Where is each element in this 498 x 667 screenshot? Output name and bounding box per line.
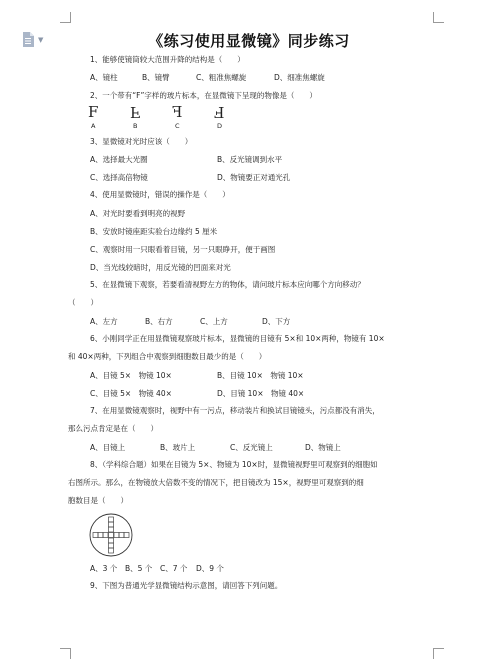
- q8-option-c: C、7 个: [160, 564, 188, 573]
- page-corner-mark: [433, 12, 444, 23]
- question-1-stem: 1、能够使镜筒较大范围升降的结构是（ ）: [90, 55, 245, 64]
- q1-option-b: B、镜臂: [142, 73, 170, 82]
- dropdown-caret-icon[interactable]: ▼: [38, 36, 44, 44]
- q1-option-a: A、镜柱: [90, 73, 118, 82]
- q2-glyph-d: F: [214, 103, 225, 121]
- q7-option-a: A、目镜上: [90, 443, 126, 452]
- q3-option-a: A、选择最大光圈: [90, 155, 148, 164]
- q5-option-a: A、左方: [90, 317, 118, 326]
- question-9-stem: 9、下图为普通光学显微镜结构示意图，请回答下列问题。: [90, 581, 283, 590]
- q2-glyph-a: F: [88, 103, 99, 121]
- question-7-stem: 7、在用显微镜观察时，视野中有一污点，移动装片和换试目镜镜头，污点都没有消失，: [90, 406, 380, 415]
- question-6-stem: 6、小刚同学正在用显微镜观察玻片标本，显微镜的目镜有 5×和 10×两种，物镜有 10×: [90, 334, 385, 343]
- q2-label-d: D: [217, 122, 223, 130]
- q8-option-b: B、5 个: [125, 564, 153, 573]
- q3-option-d: D、物镜要正对通光孔: [217, 173, 291, 182]
- q4-option-d: D、当光线较暗时，用反光镜的凹面来对光: [90, 263, 231, 272]
- q2-glyph-b: F: [130, 103, 141, 121]
- question-5-stem-cont: （ ）: [68, 298, 98, 307]
- question-7-stem-cont: 那么污点肯定是在（ ）: [68, 424, 158, 433]
- q2-label-c: C: [175, 122, 180, 130]
- q8-option-a: A、3 个: [90, 564, 118, 573]
- q7-option-b: B、玻片上: [160, 443, 196, 452]
- q1-option-d: D、细准焦螺旋: [274, 73, 325, 82]
- page-corner-mark: [60, 12, 71, 23]
- page-corner-mark: [60, 648, 71, 659]
- q3-option-b: B、反光镜调到水平: [217, 155, 283, 164]
- question-5-stem: 5、在显微镜下观察，若要看清视野左方的物体，请问玻片标本应向哪个方向移动？: [90, 280, 365, 289]
- q3-option-c: C、选择高倍物镜: [90, 173, 148, 182]
- q5-option-d: D、下方: [262, 317, 291, 326]
- q4-option-c: C、观察时用一只眼看着目镜，另一只眼睁开，便于画图: [90, 245, 276, 254]
- question-8-stem-cont: 右图所示。那么，在物镜放大倍数不变的情况下，把目镜改为 15×，视野里可观察到的细: [68, 478, 364, 487]
- q7-option-d: D、物镜上: [305, 443, 341, 452]
- q5-option-c: C、上方: [200, 317, 228, 326]
- page-corner-mark: [433, 648, 444, 659]
- q2-glyph-c: F: [172, 103, 183, 121]
- question-4-stem: 4、使用显微镜时，错误的操作是（ ）: [90, 190, 230, 199]
- q8-option-d: D、9 个: [196, 564, 224, 573]
- question-8-stem: 8、（学科综合题）如果在目镜为 5×、物镜为 10×时，显微镜视野里可观察到的细胞如: [90, 460, 378, 469]
- cell-field-of-view-figure: [88, 512, 134, 558]
- q1-option-c: C、粗准焦螺旋: [196, 73, 247, 82]
- q6-option-c: C、目镜 5× 物镜 40×: [90, 389, 172, 398]
- q5-option-b: B、右方: [145, 317, 173, 326]
- question-8-stem-cont-2: 胞数目是（ ）: [68, 496, 128, 505]
- question-2-stem: 2、一个带有“F”字样的玻片标本，在显微镜下呈现的物像是（ ）: [90, 91, 317, 100]
- q4-option-a: A、对光时要看到明亮的视野: [90, 209, 186, 218]
- q2-label-a: A: [91, 122, 96, 130]
- question-3-stem: 3、显微镜对光时应该（ ）: [90, 137, 193, 146]
- q6-option-a: A、目镜 5× 物镜 10×: [90, 371, 172, 380]
- q2-label-b: B: [133, 122, 138, 130]
- q6-option-d: D、目镜 10× 物镜 40×: [217, 389, 305, 398]
- q7-option-c: C、反光镜上: [230, 443, 273, 452]
- q4-option-b: B、安放时镜座距实验台边缘约 5 厘米: [90, 227, 218, 236]
- question-6-stem-cont: 和 40×两种，下列组合中观察到细胞数目最少的是（ ）: [68, 352, 267, 361]
- q6-option-b: B、目镜 10× 物镜 10×: [217, 371, 304, 380]
- document-title: 《练习使用显微镜》同步练习: [148, 32, 350, 50]
